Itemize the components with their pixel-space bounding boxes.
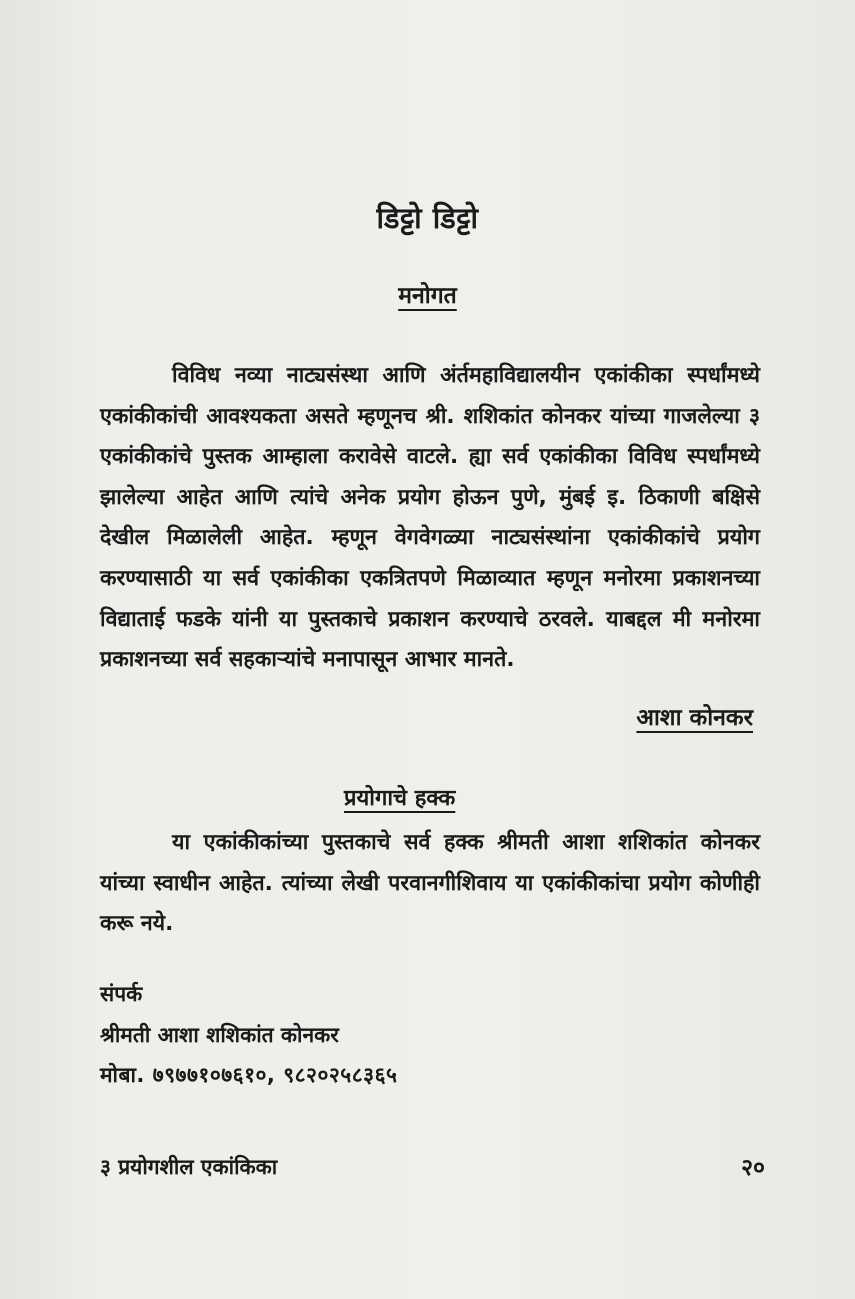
contact-label: संपर्क	[100, 982, 143, 1006]
preface-paragraph: विविध नव्या नाट्यसंस्था आणि अंर्तमहाविद्यालयीन एकांकीका स्पर्धांमध्ये एकांकीकांची आवश्यकता असते म्हणूनच श्री. शशिकांत कोनकर यांच्या गाजलेल्या ३ एकांकीकांचे पुस्तक आम्हाला करावेसे वाटले. ह्या सर्व एकांकीका विविध स्पर्धांमध्ये झालेल्या आहेत आणि त्यांचे अनेक प्रयोग होऊन पुणे, मुंबई इ. ठिकाणी बक्षिसे देखील मिळालेली आहेत. म्हणून वेगवेगळ्या नाट्यसंस्थांना एकांकीकांचे प्रयोग करण्यासाठी या सर्व एकांकीका एकत्रितपणे मिळाव्यात म्हणून मनोरमा प्रकाशनच्या विद्याताई फडके यांनी या पुस्तकाचे प्रकाशन करण्याचे ठरवले. याबद्दल मी मनोरमा प्रकाशनच्या सर्व सहकाऱ्यांचे मनापासून आभार मानते.	[100, 363, 760, 673]
contact-phone: मोबा. ७९७७१०७६१०, ९८२०२५८३६५	[100, 1063, 398, 1087]
preface-signature	[636, 700, 753, 732]
rights-heading-text: प्रयोगाचे हक्क	[344, 786, 456, 811]
preface-heading-text: मनोगत	[398, 283, 457, 309]
contact-name: श्रीमती आशा शशिकांत कोनकर	[100, 1023, 339, 1047]
rights-heading	[344, 782, 455, 812]
preface-heading	[0, 278, 855, 310]
play-title: डिट्टो डिट्टो	[376, 201, 479, 235]
footer-book-title: ३ प्रयोगशील एकांकिका	[100, 1155, 278, 1179]
rights-paragraph: या एकांकीकांच्या पुस्तकाचे सर्व हक्क श्रीमती आशा शशिकांत कोनकर यांच्या स्वाधीन आहेत. त्यांच्या लेखी परवानगीशिवाय या एकांकीकांचा प्रयोग कोणीही करू नये.	[100, 830, 760, 937]
page-number: २०	[741, 1155, 765, 1181]
signature-text: आशा कोनकर	[636, 705, 753, 731]
